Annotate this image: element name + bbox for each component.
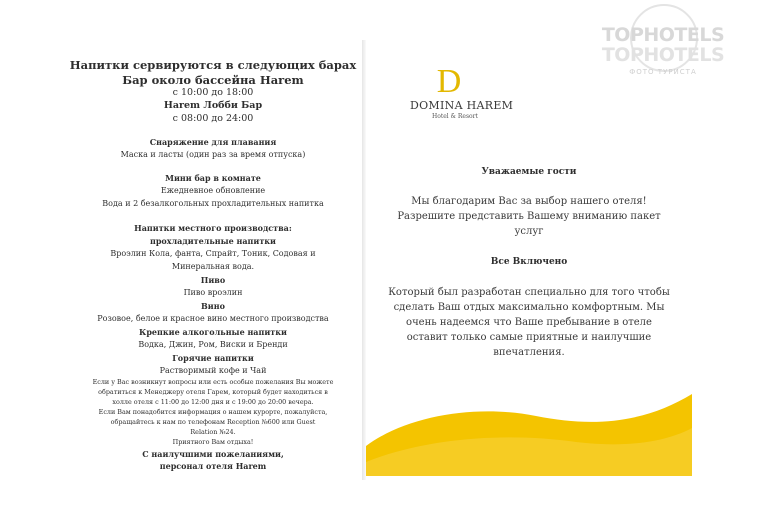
pool-bar-hours: с 10:00 до 18:00 [172,87,254,98]
spirits-heading: Крепкие алкогольные напитки [139,327,287,337]
wine-text: Розовое, белое и красное вино местного производства [97,314,329,323]
hotel-name: DOMINA HAREM [410,99,514,112]
intro-line: Разрешите представить Вашему вниманию пакет [397,211,661,222]
yellow-wave-decoration [366,376,692,476]
hotel-subtitle: Hotel & Resort [432,113,478,120]
spirits-text: Водка, Джин, Ром, Виски и Бренди [138,340,288,349]
fine-print-line: обратиться к Менеджеру отеля Гарем, который будет находиться в [98,388,328,396]
wine-heading: Вино [201,301,225,311]
fine-print-line: Если Вам понадобится информация о нашем курорте, пожалуйста, [98,408,328,416]
watermark-brand-echo: TOPHOTELS [601,44,725,66]
beer-text: Пиво вроэлин [183,288,243,297]
swim-text: Маска и ласты (один раз за время отпуска) [120,150,306,159]
right-page [366,36,692,476]
lobby-bar: Harem Лобби Бар [163,100,263,111]
hot-drinks-heading: Горячие напитки [172,353,254,363]
fine-print-line: холле отеля с 11:00 до 12:00 дня и с 19:00 до 20:00 вечера. [112,398,314,406]
pool-bar: Бар около бассейна Harem [122,73,304,87]
minibar-heading: Мини бар в комнате [165,173,261,183]
package-text-line: оставит только самые приятные и наилучшие [406,332,652,343]
greeting: Уважаемые гости [481,167,577,177]
package-text-line: очень надеемся что Ваше пребывание в отеле [406,317,652,328]
fine-print-line: обращайтесь к нам по телефонам Reception №600 или Guest [110,418,316,426]
hot-drinks-text: Растворимый кофе и Чай [159,366,267,375]
package-text-line: Который был разработан специально для того чтобы [388,287,670,298]
watermark-caption: ФОТО ТУРИСТА [629,68,697,76]
watermark-brand: TOPHOTELS [601,24,725,46]
intro-line: Мы благодарим Вас за выбор нашего отеля! [411,196,647,207]
swim-heading: Снаряжение для плавания [149,137,277,147]
closing-signature: персонал отеля Harem [159,461,267,471]
fine-print-line: Приятного Вам отдыха! [172,438,254,446]
package-text-line: сделать Ваш отдых максимально комфортным. Мы [393,302,665,313]
package-text-line: впечатления. [493,347,565,358]
domina-logo-icon [432,62,466,100]
local-drinks-heading: Напитки местного производства: [134,223,292,233]
minibar-line: Вода и 2 безалкогольных прохладительных напитка [102,199,324,208]
watermark [578,4,748,84]
soft-drinks-text: Минеральная вода. [171,262,255,271]
bars-heading: Напитки сервируются в следующих барах [69,58,357,72]
package-title: Все Включено [490,257,568,267]
closing-line: С наилучшими пожеланиями, [142,449,284,459]
minibar-line: Ежедневное обновление [160,186,266,195]
soft-drinks-text: Вроэлин Кола, фанта, Спрайт, Тоник, Содовая и [110,249,316,258]
soft-drinks-heading: прохладительные напитки [149,236,276,246]
left-page [62,52,364,472]
intro-line: услуг [514,226,544,237]
lobby-bar-hours: с 08:00 до 24:00 [172,113,254,124]
logo-letter: D [436,63,462,96]
fine-print-line: Relation №24. [190,428,236,436]
beer-heading: Пиво [200,275,226,285]
fine-print-line: Если у Вас возникнут вопросы или есть особые пожелания Вы можете [92,378,334,386]
